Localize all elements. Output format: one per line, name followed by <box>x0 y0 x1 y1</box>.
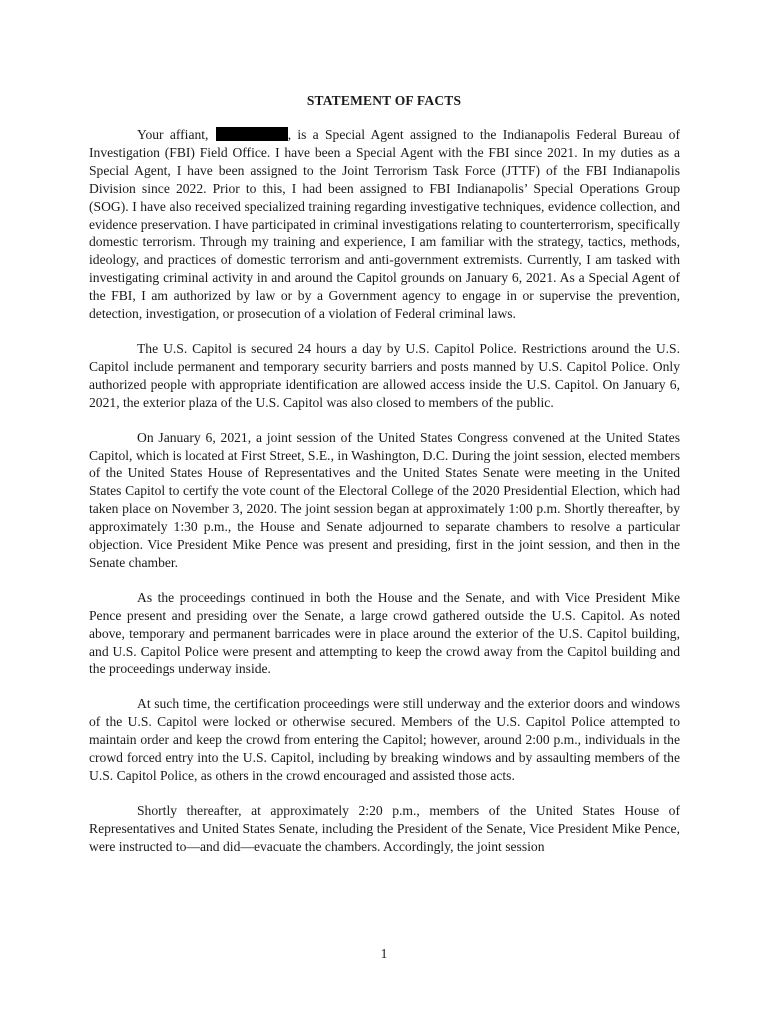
paragraph-affiant-rest: , is a Special Agent assigned to the Indianapolis Federal Bureau of Investigation (FBI) Field Office. I have been a Special Agent with the FBI since 2021. In my duties as a Special Agent, I have been assigned to the Joint Terrorism Task Force (JTTF) of the FBI Indianapolis Division since 2022. Prior to this, I had been assigned to FBI Indianapolis’ Special Operations Group (SOG). I have also received specialized training regarding investigative techniques, evidence collection, and evidence preservation. I have participated in criminal investigations relating to counterterrorism, specifically domestic terrorism. Through my training and experience, I am familiar with the strategy, tactics, methods, ideology, and practices of domestic terrorism and anti-government extremists. Currently, I am tasked with investigating criminal activity in and around the Capitol grounds on January 6, 2021. As a Special Agent of the FBI, I am authorized by law or by a Government agency to engage in or supervise the prevention, detection, investigation, or prosecution of a violation of Federal criminal laws. <box>89 127 680 322</box>
paragraph-affiant <box>89 126 680 323</box>
paragraph-evacuation: Shortly thereafter, at approximately 2:20 p.m., members of the United States House of Representatives and United States Senate, including the President of the Senate, Vice President Mike Pence, were instructed to—and did—evacuate the chambers. Accordingly, the joint session <box>89 802 680 854</box>
paragraph-forced-entry: At such time, the certification proceedings were still underway and the exterior doors and windows of the U.S. Capitol were locked or otherwise secured. Members of the U.S. Capitol Police attempted to maintain order and keep the crowd from entering the Capitol; however, around 2:00 p.m., individuals in the crowd forced entry into the U.S. Capitol, including by breaking windows and by assaulting members of the U.S. Capitol Police, as others in the crowd encouraged and assisted those acts. <box>89 696 680 783</box>
paragraph-capitol-security: The U.S. Capitol is secured 24 hours a day by U.S. Capitol Police. Restrictions around the U.S. Capitol include permanent and temporary security barriers and posts manned by U.S. Capitol Police. Only authorized people with appropriate identification are allowed access inside the U.S. Capitol. On January 6, 2021, the exterior plaza of the U.S. Capitol was also closed to members of the public. <box>89 340 680 410</box>
paragraph-affiant-lead: Your affiant, <box>137 127 209 142</box>
paragraph-joint-session: On January 6, 2021, a joint session of the United States Congress convened at the United States Capitol, which is located at First Street, S.E., in Washington, D.C. During the joint session, elected members of the United States House of Representatives and the United States Senate were meeting in the United States Capitol to certify the vote count of the Electoral College of the 2020 Presidential Election, which had taken place on November 3, 2020. The joint session began at approximately 1:00 p.m. Shortly thereafter, by approximately 1:30 p.m., the House and Senate adjourned to separate chambers to resolve a particular objection. Vice President Mike Pence was present and presiding, first in the joint session, and then in the Senate chamber. <box>89 429 680 570</box>
page-number: 1 <box>380 946 388 961</box>
document-title: STATEMENT OF FACTS <box>306 93 462 108</box>
paragraph-crowd-gathered: As the proceedings continued in both the House and the Senate, and with Vice President Mike Pence present and presiding over the Senate, a large crowd gathered outside the U.S. Capitol. As noted above, temporary and permanent barricades were in place around the exterior of the U.S. Capitol building, and U.S. Capitol Police were present and attempting to keep the crowd away from the Capitol building and the proceedings underway inside. <box>89 589 680 677</box>
document-body <box>89 126 680 873</box>
redacted-name-block <box>216 127 288 141</box>
